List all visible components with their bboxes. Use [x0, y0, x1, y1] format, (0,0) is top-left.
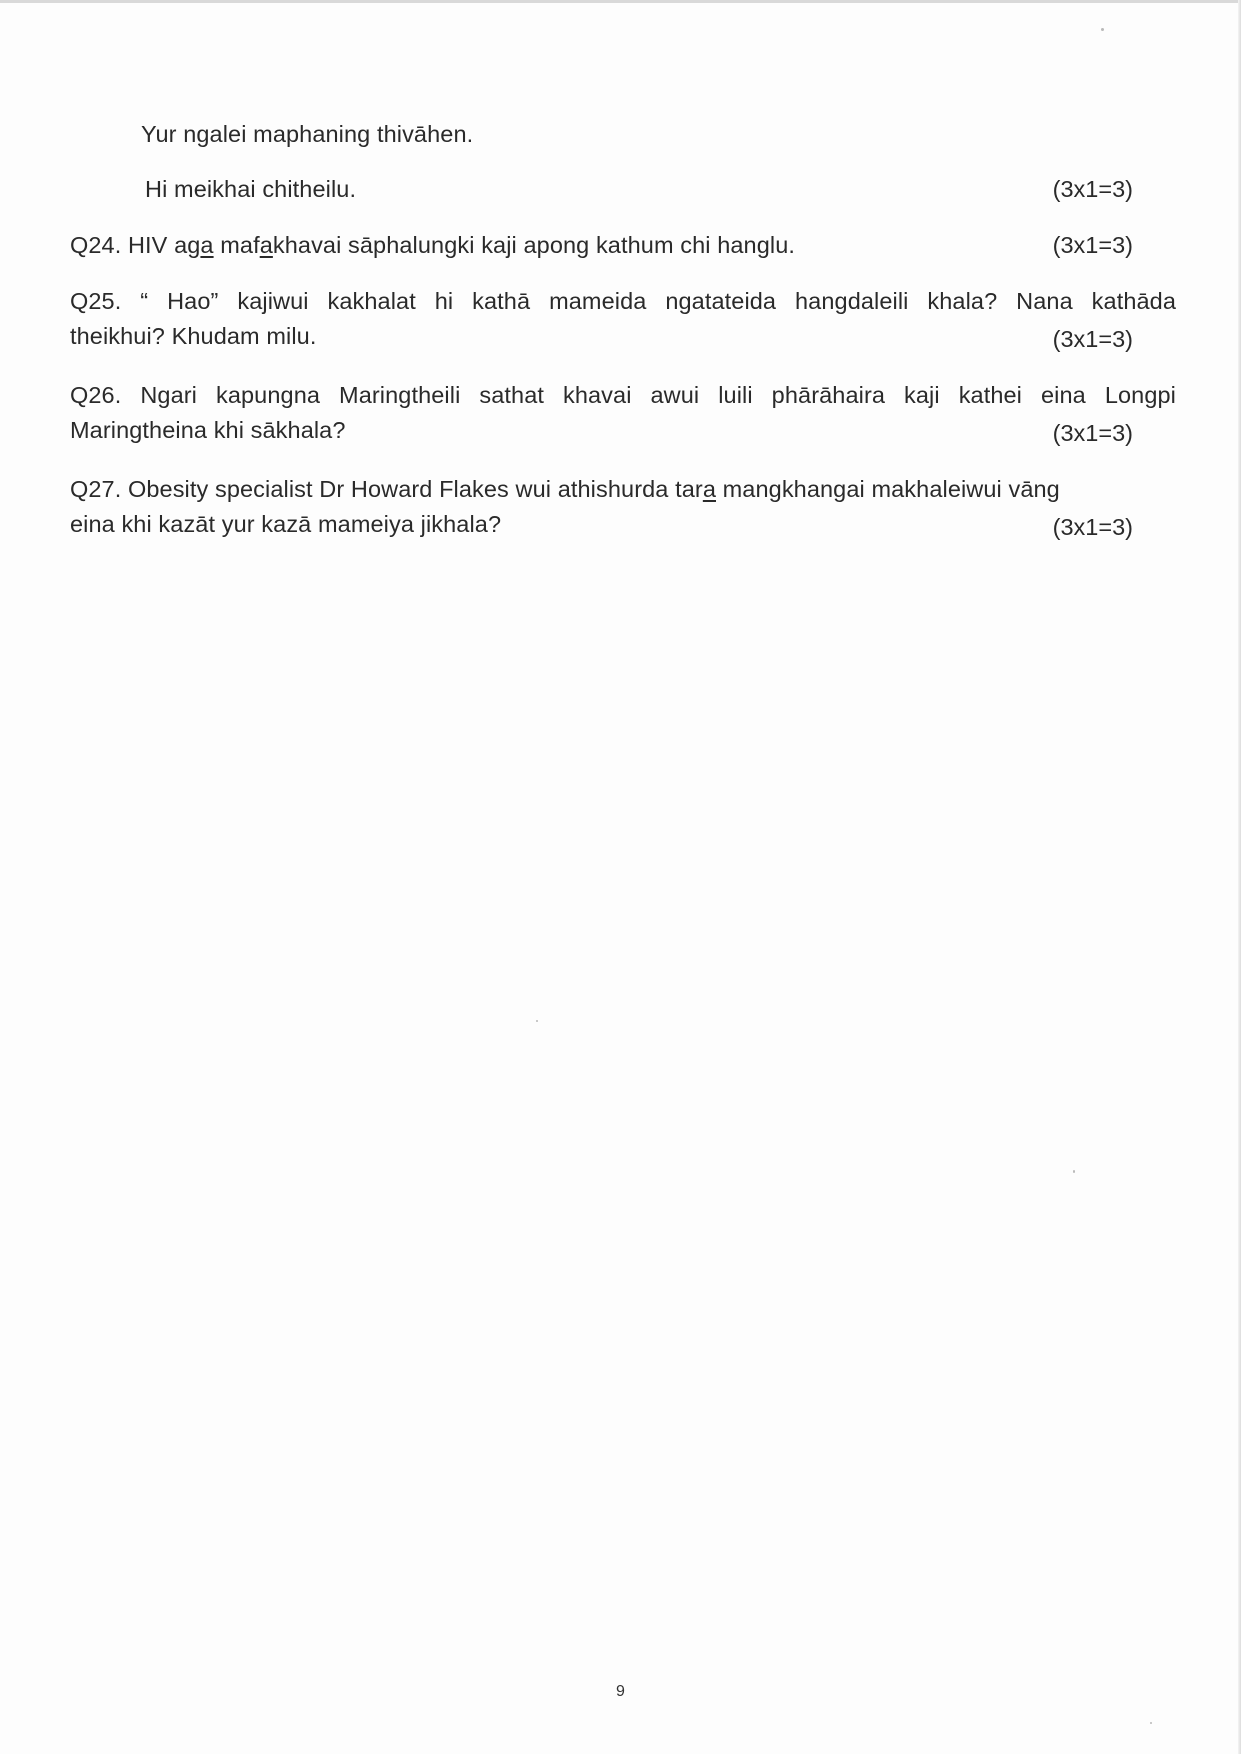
q26-marks: (3x1=3) [1052, 420, 1133, 446]
scan-edge-top [0, 0, 1241, 3]
q24-text-part-3: khavai sāphalungki kaji apong kathum chi hanglu. [272, 232, 796, 258]
scan-speck [1073, 1170, 1075, 1173]
question-25-line-2: theikhui? Khudam milu. [70, 323, 317, 349]
question-26-line-1: Q26. Ngari kapungna Maringtheili sathat khavai awui luili phārāhaira kaji kathei eina Longpi [70, 382, 1176, 408]
question-25-line-1: Q25. “ Hao” kajiwui kakhalat hi kathā mameida ngatateida hangdaleili khala? Nana kathāda [70, 288, 1176, 314]
q27-marks: (3x1=3) [1052, 514, 1133, 540]
intro-marks: (3x1=3) [1052, 176, 1133, 202]
scan-speck [1150, 1722, 1152, 1724]
question-26-line-2: Maringtheina khi sākhala? [70, 417, 346, 443]
q24-underlined-a-1: a [200, 232, 214, 258]
q24-marks: (3x1=3) [1052, 232, 1133, 258]
q24-underlined-a-2: a [259, 232, 273, 258]
q24-text-part-1: Q24. HIV ag [70, 232, 201, 258]
intro-line-1: Yur ngalei maphaning thivāhen. [141, 121, 474, 147]
page-number: 9 [616, 1683, 625, 1700]
question-27-line-1 [70, 472, 1176, 506]
intro-line-2: Hi meikhai chitheilu. [145, 176, 357, 202]
question-27-line-2: eina khi kazāt yur kazā mameiya jikhala? [70, 511, 502, 537]
scan-speck [536, 1020, 538, 1022]
q27-text-part-1: Q27. Obesity specialist Dr Howard Flakes wui athishurda tar [70, 476, 703, 502]
q25-marks: (3x1=3) [1052, 326, 1133, 352]
q27-underlined-a: a [702, 476, 716, 502]
question-24 [70, 228, 795, 262]
scan-speck [1101, 28, 1104, 31]
q27-text-part-2: mangkhangai makhaleiwui vāng [716, 476, 1060, 502]
q24-text-part-2: maf [213, 232, 260, 258]
